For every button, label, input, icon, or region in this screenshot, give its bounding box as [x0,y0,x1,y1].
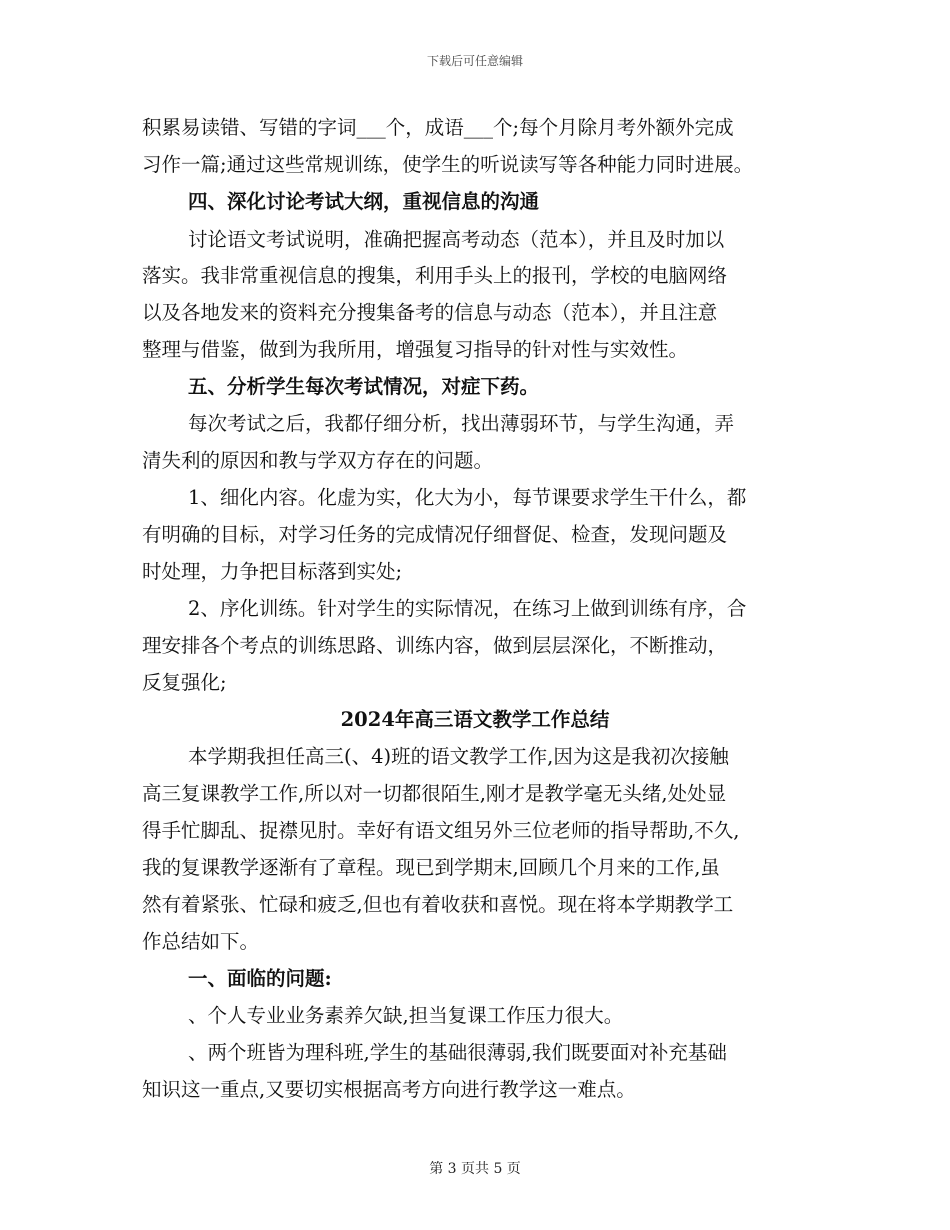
page-number: 第 3 页共 5 页 [429,1161,521,1177]
body-line: 知识这一重点,又要切实根据高考方向进行教学这一难点。 [142,1078,636,1101]
body-line: 、两个班皆为理科班,学生的基础很薄弱,我们既要面对补充基础 [188,1041,727,1064]
body-line: 每次考试之后，我都仔细分析，找出薄弱环节，与学生沟通，弄 [188,412,735,435]
body-line: 本学期我担任高三(、4)班的语文教学工作,因为这是我初次接触 [188,745,729,768]
body-line: 作总结如下。 [142,930,260,953]
section-heading: 四、深化讨论考试大纲，重视信息的沟通 [188,190,540,213]
body-line: 然有着紧张、忙碌和疲乏,但也有着收获和喜悦。现在将本学期教学工 [142,893,734,916]
body-line: 高三复课教学工作,所以对一切都很陌生,刚才是教学毫无头绪,处处显 [142,782,727,805]
body-line: 以及各地发来的资料充分搜集备考的信息与动态（范本），并且注意 [142,301,718,324]
section-heading: 五、分析学生每次考试情况，对症下药。 [188,375,540,398]
body-line: 整理与借鉴，做到为我所用，增强复习指导的针对性与实效性。 [142,338,689,361]
body-line: 我的复课教学逐渐有了章程。现已到学期末,回顾几个月来的工作,虽 [142,856,720,879]
body-line: 1、细化内容。化虚为实，化大为小，每节课要求学生干什么，都 [188,486,747,509]
body-line: 落实。我非常重视信息的搜集，利用手头上的报刊，学校的电脑网络 [142,264,728,287]
body-line: 积累易读错、写错的字词___个，成语___个;每个月除月考外额外完成 [142,116,734,139]
page-header: 下载后可任意编辑 [426,54,523,68]
body-line: 习作一篇;通过这些常规训练，使学生的听说读写等各种能力同时进展。 [142,153,754,176]
body-line: 讨论语文考试说明，准确把握高考动态（范本），并且及时加以 [188,228,725,251]
body-line: 2、序化训练。针对学生的实际情况，在练习上做到训练有序，合 [188,597,747,620]
body-line: 反复强化; [142,671,227,694]
body-line: 得手忙脚乱、捉襟见肘。幸好有语文组另外三位老师的指导帮助,不久, [142,819,740,842]
body-line: 有明确的目标，对学习任务的完成情况仔细督促、检查，发现问题及 [142,523,728,546]
body-line: 清失利的原因和教与学双方存在的问题。 [142,449,494,472]
document-title: 2024年高三语文教学工作总结 [340,708,610,731]
body-line: 时处理，力争把目标落到实处; [142,560,403,583]
body-line: 理安排各个考点的训练思路、训练内容，做到层层深化，不断推动， [142,634,728,657]
body-line: 、个人专业业务素养欠缺,担当复课工作压力很大。 [188,1004,624,1027]
section-heading: 一、面临的问题: [188,967,332,990]
